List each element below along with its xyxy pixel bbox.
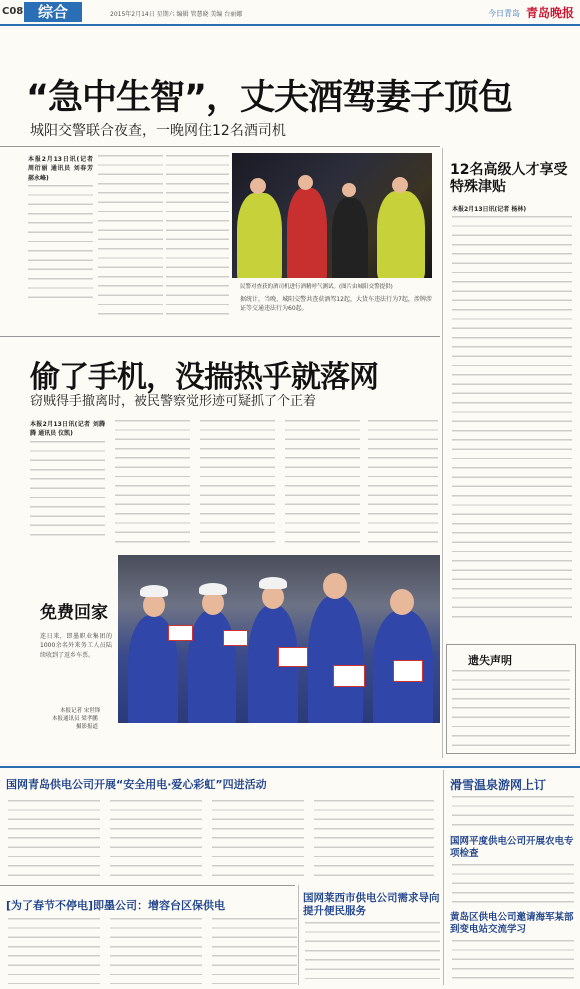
second-headline: 偷了手机，没揣热乎就落网 (30, 360, 378, 395)
free-ride-credit-2: 本报通讯员 梁孝鹏 (52, 716, 98, 722)
lead-col-3 (166, 155, 229, 315)
divider (0, 336, 440, 337)
free-ride-credit-3: 摄影报道 (76, 724, 99, 730)
divider (0, 146, 440, 147)
lost-notice-body (452, 670, 570, 746)
lead-col-1 (28, 155, 93, 315)
free-ride-headline: 免费回家 (40, 603, 108, 623)
lead-subheadline: 城阳交警联合夜查，一晚网住12名酒司机 (30, 123, 286, 139)
second-col-5 (368, 420, 438, 548)
bottom-headline-1: 国网青岛供电公司开展“安全用电·爱心彩虹”四进活动 (6, 778, 267, 791)
lead-byline: 本报2月13日讯(记者 周衍丽 通讯员 刘春芳 郝永峰) (28, 156, 93, 182)
b1-col-4 (314, 800, 434, 878)
section-label: 综合 (24, 2, 82, 22)
column-divider (443, 770, 444, 985)
b2-col-3 (212, 918, 297, 984)
bottom-rule (0, 766, 580, 768)
page-code: C08 (2, 6, 24, 17)
right-headline-2: 国网平度供电公司开展农电专项检查 (450, 836, 574, 859)
b1-col-1 (8, 800, 100, 878)
bottom-headline-3: 国网莱西市供电公司需求导向提升便民服务 (303, 892, 440, 917)
second-col-3 (200, 420, 275, 548)
second-subheadline: 窃贼得手撤离时，被民警察觉形迹可疑抓了个正着 (30, 394, 317, 409)
r3-body (452, 940, 574, 984)
lead-photo-caption: 民警对查获的酒司机进行酒精呼气测试。(图片由城阳交警提供) (240, 284, 393, 290)
side-headline: 12名高级人才享受特殊津贴 (450, 162, 568, 195)
right-headline-3: 黄岛区供电公司邀请海军某部到变电站交流学习 (450, 912, 574, 935)
right-headline-1: 滑雪温泉游网上订 (450, 778, 547, 792)
free-ride-photo (118, 555, 440, 723)
header-rule (0, 24, 580, 26)
issue-info: 2015年2月14日 星期六 编辑 管慧晓 美编 台丽娜 (110, 11, 243, 18)
column-divider (298, 885, 299, 985)
second-col-1 (30, 420, 105, 548)
side-byline: 本报2月13日讯(记者 杨林) (452, 206, 527, 213)
second-col-2 (115, 420, 190, 548)
newspaper-logo: 青岛晚报 (525, 6, 574, 20)
b1-col-3 (212, 800, 304, 878)
lead-closing: 据统计，当晚，城阳交警共查获酒驾12起，大货车违法行为7起，涉牌涉证等交通违法行为60起。 (240, 296, 432, 313)
bottom-headline-2: [为了春节不停电]即墨公司：增容台区保供电 (6, 899, 226, 912)
lead-photo (232, 153, 432, 278)
b2-col-2 (110, 918, 202, 984)
column-divider (442, 148, 443, 758)
r1-body (452, 796, 574, 830)
lead-headline: “急中生智”，丈夫酒驾妻子顶包 (26, 78, 513, 118)
divider (0, 885, 295, 886)
logo-sub: 今日青岛 (488, 9, 520, 18)
lead-col-2 (98, 155, 163, 315)
b3-body (305, 922, 440, 984)
free-ride-credit-1: 本报记者 宋世锋 (60, 708, 101, 714)
b1-col-2 (110, 800, 202, 878)
second-byline: 本报2月13日讯(记者 刘腾腾 通讯员 仪凯) (30, 421, 105, 438)
lost-notice-title: 遗失声明 (468, 654, 512, 667)
free-ride-body: 连日来，即墨职业集团的1000余名外来务工人员陆续收到了返乡车票。 (40, 633, 112, 659)
second-col-4 (285, 420, 360, 548)
side-body (452, 205, 572, 630)
r2-body (452, 864, 574, 906)
b2-col-1 (8, 918, 100, 984)
